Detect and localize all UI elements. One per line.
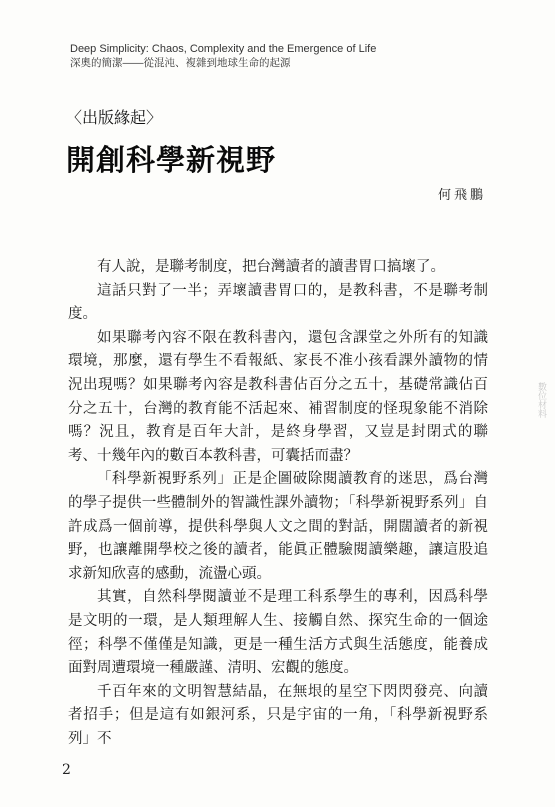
paragraph-1: 有人說，是聯考制度，把台灣讀者的讀書胃口搞壞了。 <box>97 259 445 275</box>
paragraph-3: 如果聯考內容不限在教科書內，還包含課堂之外所有的知識環境，那麼，還有學生不看報紙、家長不准小孩看課外讀物的情況出現嗎？如果聯考內容是教科書佔百分之五十，基礎常識佔百分之五十，台灣的教育能不活起來、補習制度的怪現象能不消除嗎？況且，教育是百年大計，是終身學習，又豈是封閉式的聯考、十幾年內的數百本教科書，可囊括而盡？ <box>68 329 488 464</box>
running-head-english: Deep Simplicity: Chaos, Complexity and the Emergence of Life <box>70 43 377 55</box>
body-text <box>68 256 488 751</box>
paragraph-6: 千百年來的文明智慧結晶，在無垠的星空下閃閃發亮、向讀者招手；但是這有如銀河系，只是宇宙的一角，「科學新視野系列」不 <box>68 683 488 747</box>
paragraph-5: 其實，自然科學閱讀並不是理工科系學生的專利，因爲科學是文明的一環，是人類理解人生、接觸自然、探究生命的一個途徑；科學不僅僅是知識，更是一種生活方式與生活態度，能養成面對周遭環境一種嚴謹、清明、宏觀的態度。 <box>68 589 488 677</box>
author-name: 何飛鵬 <box>437 188 486 203</box>
paragraph-2: 這話只對了一半；弄壞讀書胃口的，是教科書，不是聯考制度。 <box>68 282 488 323</box>
running-head <box>70 42 510 70</box>
paragraph-4: 「科學新視野系列」正是企圖破除閱讀教育的迷思，爲台灣的學子提供一些體制外的智識性課外讀物；「科學新視野系列」自許成爲一個前導，提供科學與人文之間的對話，開闊讀者的新視野，也讓離開學校之後的讀者，能眞正體驗閱讀樂趣，讓這股追求新知欣喜的感動，流盪心頭。 <box>68 471 488 582</box>
watermark: 數位材料 <box>536 382 546 418</box>
running-head-chinese: 深奧的簡潔——從混沌、複雜到地球生命的起源 <box>70 57 291 69</box>
section-label: 〈出版緣起〉 <box>66 108 163 127</box>
page-number: 2 <box>62 762 71 778</box>
page-title: 開創科學新視野 <box>66 143 277 177</box>
